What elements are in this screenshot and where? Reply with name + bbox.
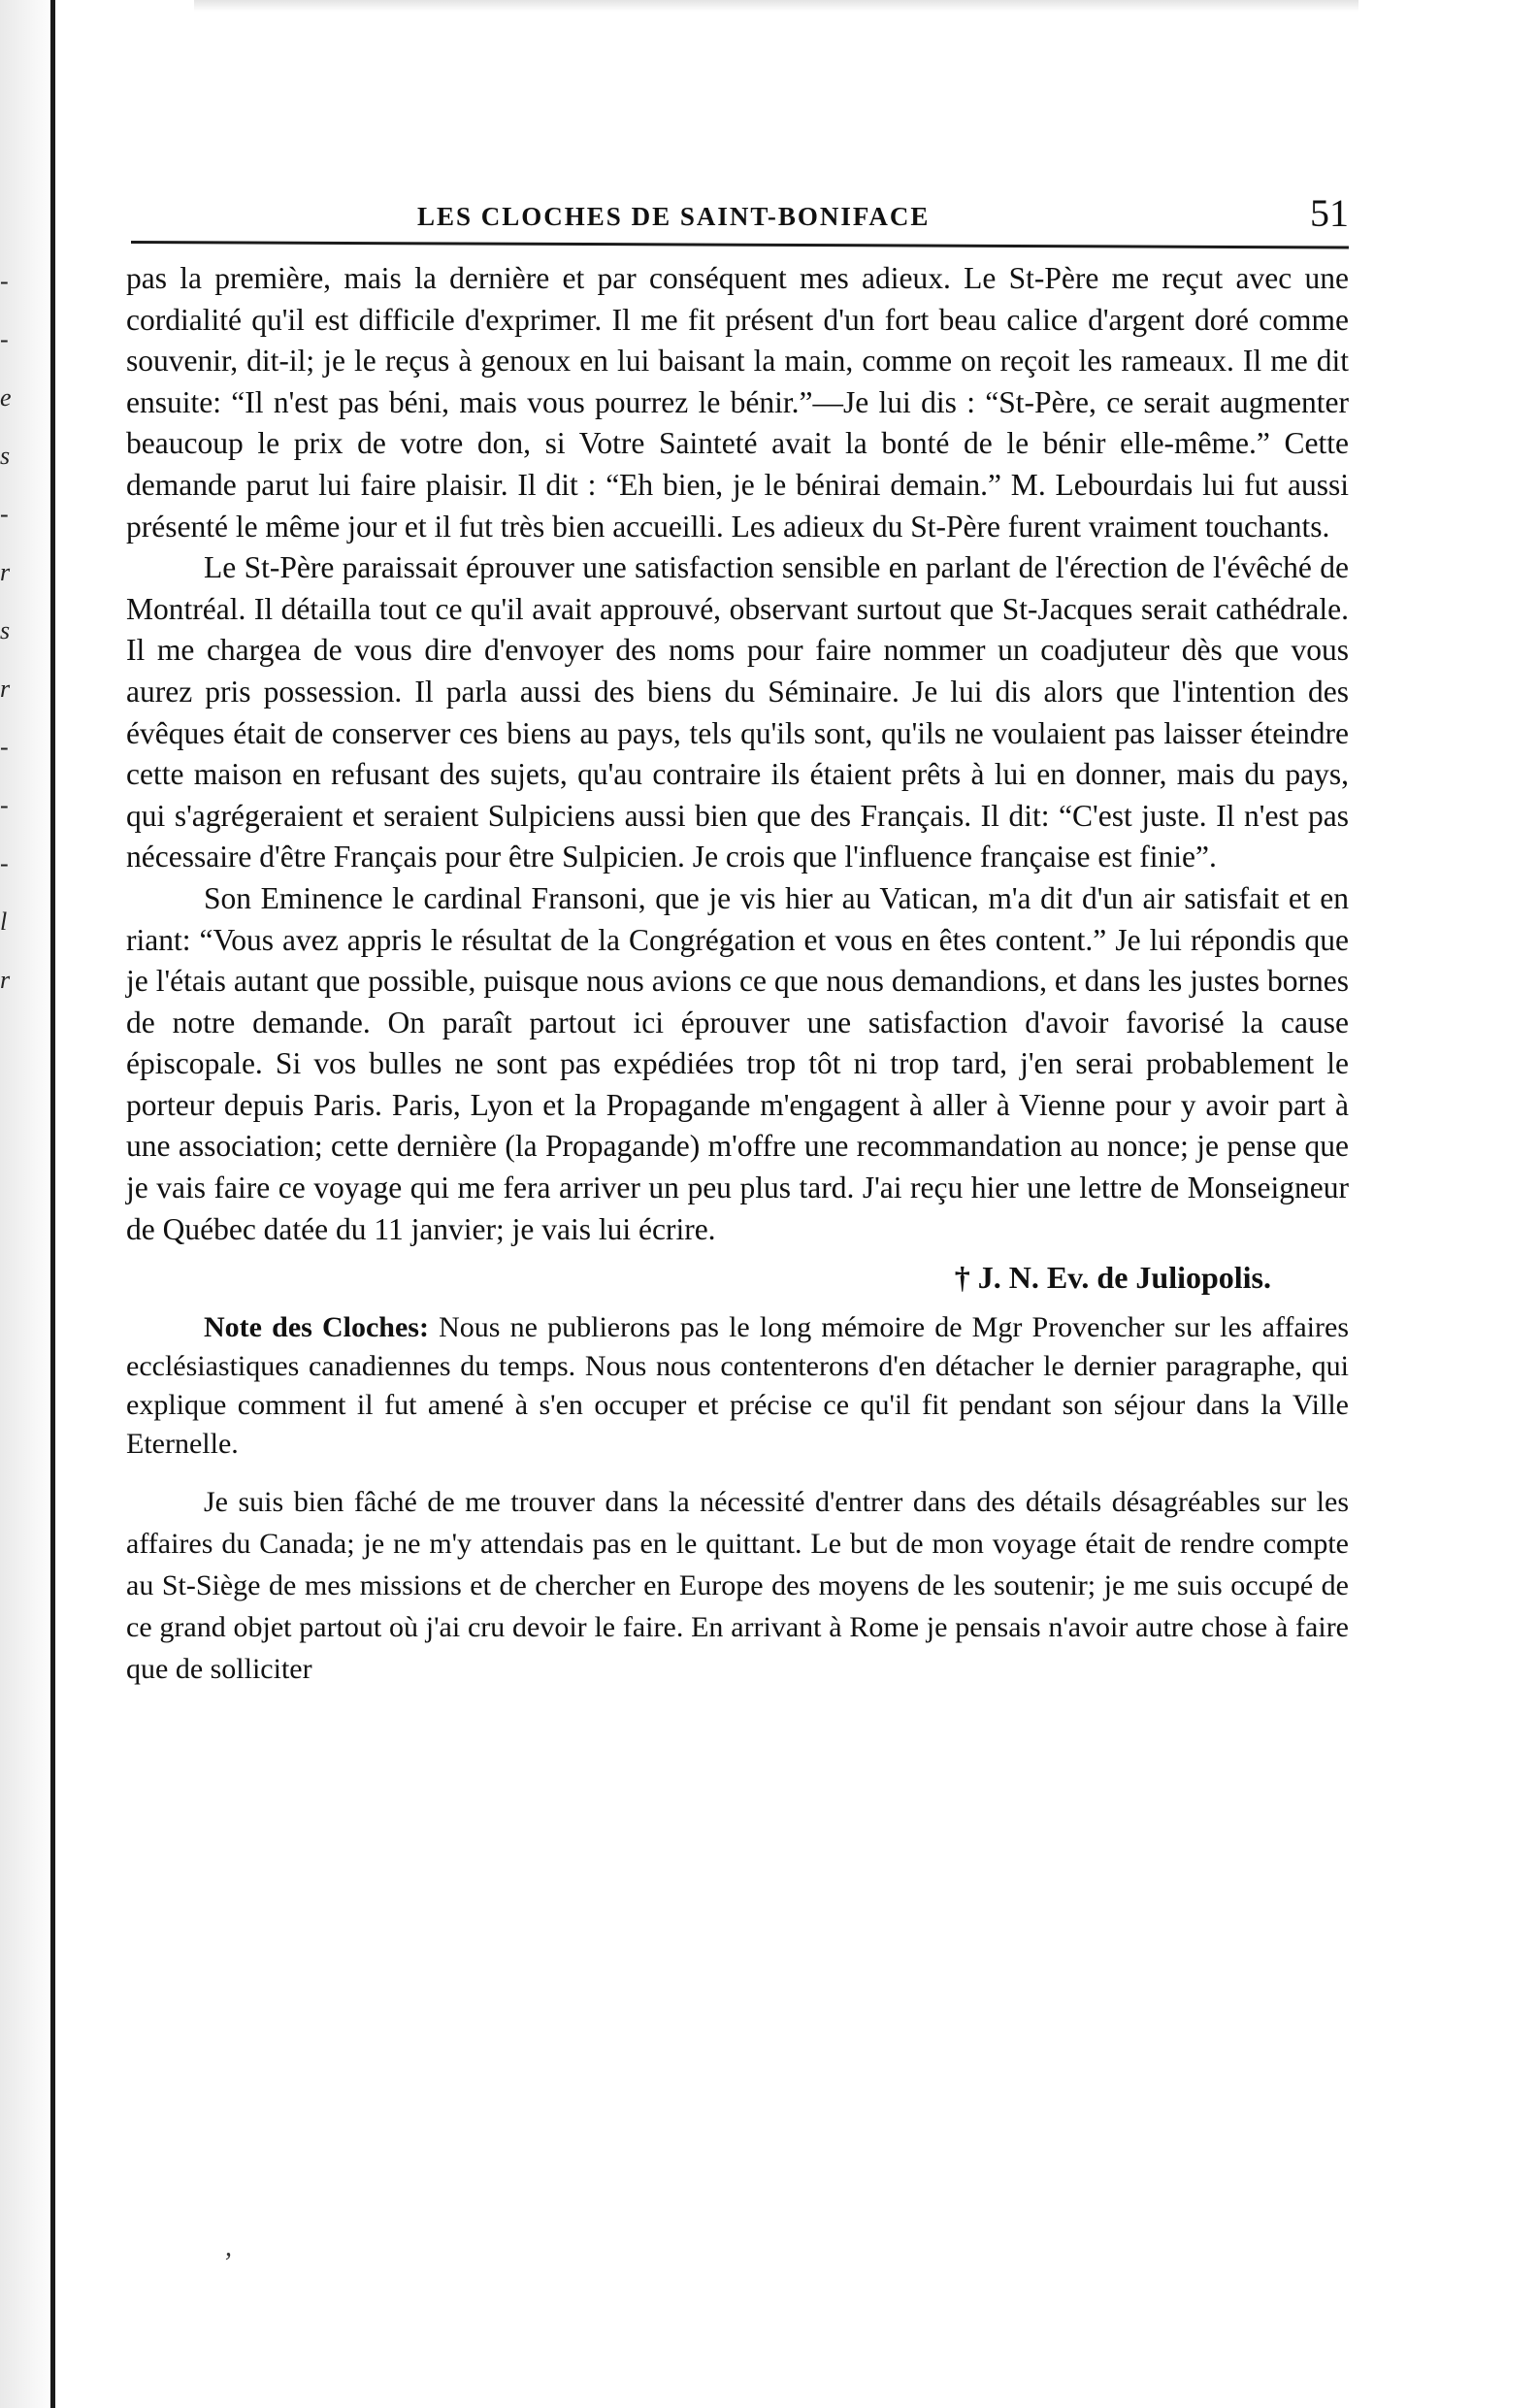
gutter-mark: e (0, 383, 12, 412)
editor-note-text: Nous ne publierons pas le long mémoire de Mgr Provencher sur les affaires ecclésiastiques canadiennes du temps. Nous nous contenterons d'en détacher le dernier paragraphe, qui explique comment il fut amené à s'en occuper et précise ce qu'il fit pendant son séjour dans la Ville Eternelle. (126, 1311, 1349, 1461)
gutter-mark: r (0, 558, 11, 586)
editor-note-label: Note des Cloches: (204, 1311, 429, 1344)
gutter-mark: r (0, 675, 11, 703)
body-paragraph: Le St-Père paraissait éprouver une satisfaction sensible en parlant de l'érection de l'évêché de Montréal. Il détailla tout ce qu'il avait approuvé, observant surtout que St-Jacques serait cathédrale. Il me chargea de vous dire d'envoyer des noms pour faire nommer un coadjuteur dès que vous aurez pris possession. Il parla aussi des biens du Séminaire. Je lui dis alors que l'intention des évêques était de conserver ces biens au pays, tels qu'ils sont, qu'ils ne voulaient pas laisser éteindre cette maison en refusant des sujets, qu'au contraire ils étaient prêts à lui en donner, mais du pays, qui s'agrégeraient et seraient Sulpiciens aussi bien que des Français. Il dit: “C'est juste. Il n'est pas nécessaire d'être Français pour être Sulpicien. Je crois que l'influence française est finie”. (126, 550, 1349, 874)
editor-note (126, 1308, 1349, 1464)
running-head (126, 184, 1349, 243)
binding-gutter-line (50, 0, 55, 2408)
page-body (126, 258, 1349, 1690)
body-paragraph: pas la première, mais la dernière et par conséquent mes adieux. Le St-Père me reçut avec une cordialité qu'il est difficile d'exprimer. Il me fit présent d'un fort beau calice d'argent doré comme souvenir, dit-il; je le reçus à genoux en lui baisant la main, comme on reçoit les rameaux. Il me dit ensuite: “Il n'est pas béni, mais vous pourrez le bénir.”—Je lui dis : “St-Père, ce serait augmenter beaucoup le prix de votre don, si Votre Sainteté avait la bonté de le bénir elle-même.” Cette demande parut lui faire plaisir. Il dit : “Eh bien, je le bénirai demain.” M. Lebourdais lui fut aussi présenté le même jour et il fut très bien accueilli. Les adieux du St-Père furent vraiment touchants. (126, 261, 1349, 544)
stray-ink-mark: , (225, 2232, 232, 2262)
gutter-mark: r (0, 966, 11, 994)
gutter-mark: l (0, 907, 8, 936)
page-number: 51 (1310, 191, 1349, 235)
gutter-mark: s (0, 616, 11, 644)
body-paragraph: Son Eminence le cardinal Fransoni, que je vis hier au Vatican, m'a dit d'un air satisfait et en riant: “Vous avez appris le résultat de la Congrégation et vous en êtes content.” Je lui répondis que je l'étais autant que possible, puisque nous avions ce que nous demandions, et dans les justes bornes de notre demande. On paraît partout ici éprouver une satisfaction d'avoir favorisé la cause épiscopale. Si vos bulles ne sont pas expédiées trop tôt ni trop tard, j'en serai probablement le porteur depuis Paris. Paris, Lyon et la Propagande m'engagent à aller à Vienne pour y avoir part à une association; cette dernière (la Propagande) m'offre une recommandation au nonce; je pense que je vais faire ce voyage qui me fera arriver un peu plus tard. J'ai reçu hier une lettre de Monseigneur de Québec datée du 11 janvier; je vais lui écrire. (126, 880, 1349, 1246)
gutter-mark: - (0, 500, 9, 528)
running-title: LES CLOCHES DE SAINT-BONIFACE (417, 202, 931, 231)
gutter-mark: - (0, 267, 9, 295)
gutter-mark: s (0, 442, 11, 470)
gutter-mark: - (0, 791, 9, 819)
letter-signature: † J. N. Ev. de Juliopolis. (954, 1260, 1271, 1296)
memoir-excerpt: Je suis bien fâché de me trouver dans la nécessité d'entrer dans des détails désagréables sur les affaires du Canada; je ne m'y attendais pas en le quittant. Le but de mon voyage était de rendre compte au St-Siège de mes missions et de chercher en Europe des moyens de les soutenir; je me suis occupé de ce grand objet partout où j'ai cru devoir le faire. En arrivant à Rome je pensais n'avoir autre chose à faire que de solliciter (126, 1486, 1349, 1686)
gutter-mark: - (0, 849, 9, 877)
scan-top-smudge (194, 0, 1358, 12)
gutter-mark: - (0, 733, 9, 761)
gutter-mark: - (0, 325, 9, 353)
gutter-bleed-marks (0, 252, 33, 1009)
